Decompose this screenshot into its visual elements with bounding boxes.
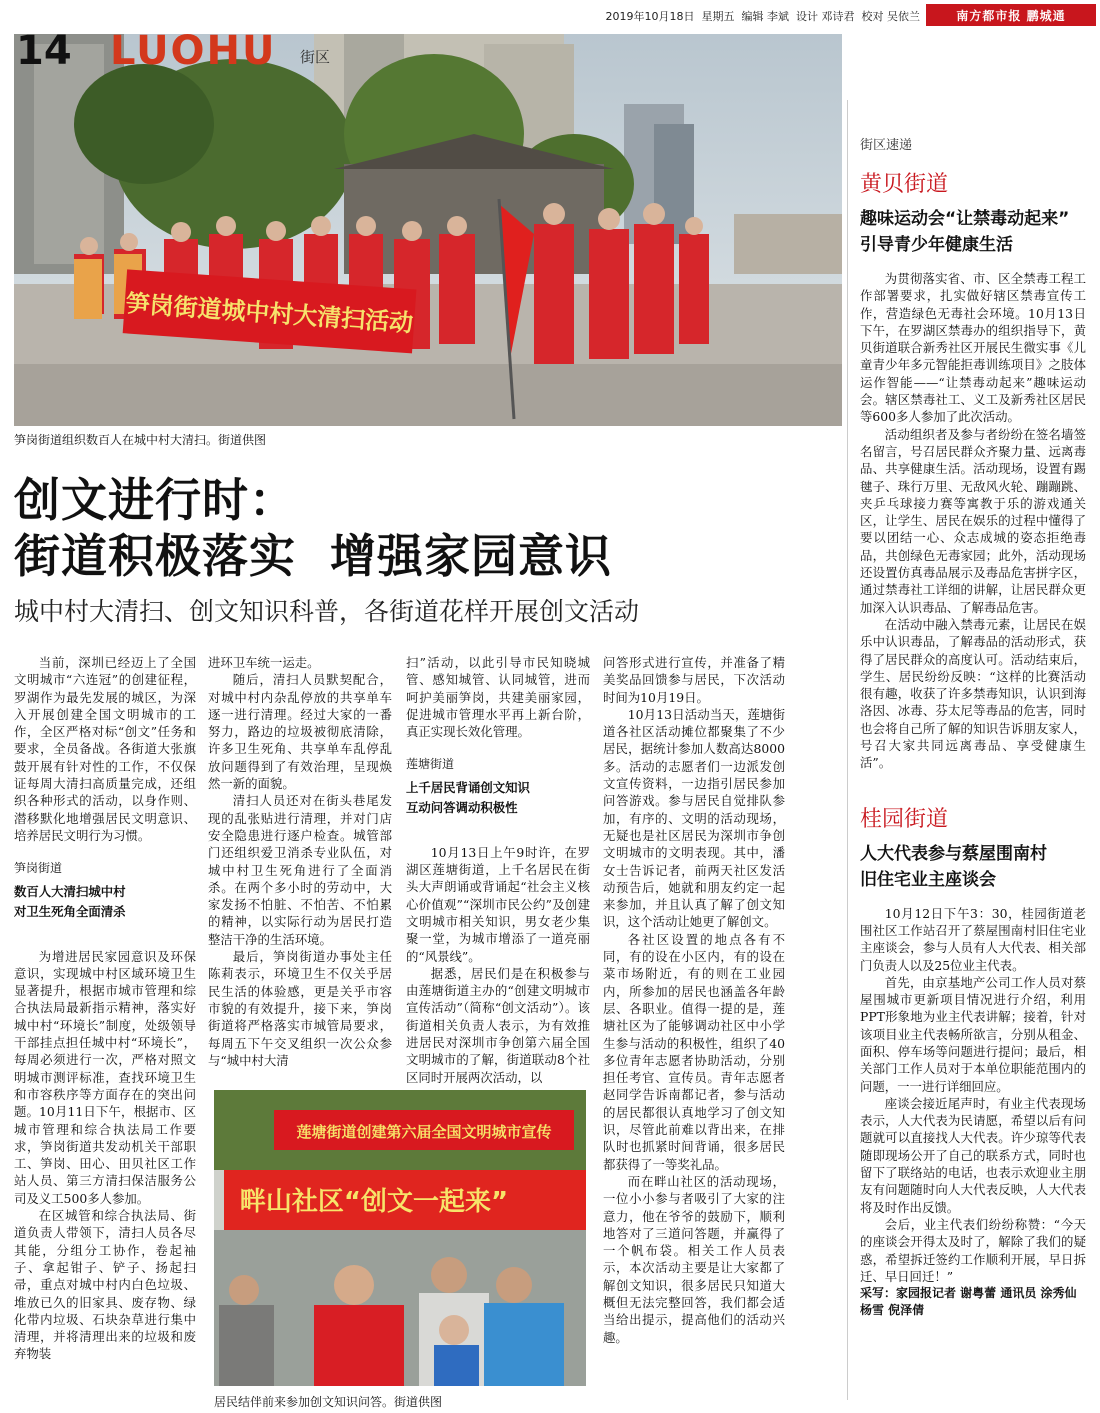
quiz-photo-illustration	[214, 1090, 586, 1386]
headline-line2: 街道积极落实 增强家园意识	[14, 529, 613, 583]
newspaper-logo: 南方都市报 鹏城通	[926, 4, 1096, 26]
photo1-caption: 笋岗街道组织数百人在城中村大清扫。街道供图	[14, 433, 267, 447]
photo2-caption: 居民结伴前来参加创文知识问答。街道供图	[214, 1395, 443, 1409]
story1-body	[860, 270, 1086, 772]
story1-title: 趣味运动会“让禁毒动起来” 引导青少年健康生活	[860, 209, 1070, 255]
paragraph: 会后，业主代表们纷纷称赞：“今天的座谈会开得太及时了，解除了我们的疑惑，希望拆迁签约工作顺利开展，早日拆迁、早日回迁！”	[860, 1216, 1086, 1284]
header-designer: 设计 邓诗君	[796, 10, 855, 23]
cleanup-photo	[14, 34, 842, 426]
paragraph: 问答形式进行宣传，并准备了精美奖品回馈参与居民，下次活动时间为10月19日。	[603, 655, 785, 705]
header-meta	[606, 8, 921, 24]
article-column-1	[14, 654, 196, 1363]
paragraph: 扫”活动，以此引导市民知晓城管、感知城管、认同城管，进而呵护美丽笋岗，共建美丽家园，促进城市管理水平再上新台阶，真正实现长效化管理。	[406, 655, 590, 740]
paragraph: 清扫人员还对在街头巷尾发现的乱张贴进行清理，并对门店安全隐患进行逐户检查。城管部门还组织爱卫消杀专业队伍，对城中村卫生死角进行了全面消杀。在两个多小时的劳动中，大家发扬不怕脏、不怕苦、不怕累的精神，以实际行动为居民打造整洁干净的生活环境。	[208, 793, 392, 947]
article-column-2	[208, 654, 392, 1069]
cleanup-photo-illustration	[14, 34, 842, 426]
paragraph: 各社区设置的地点各有不同，有的设在小区内，有的设在菜市场附近，有的则在工业园内，所参加的居民也涵盖各年龄层、各职业。值得一提的是，莲塘社区为了能够调动社区中小学生参与活动的积极性，组织了40多位青年志愿者协助活动，分别担任考官、宣传员。青年志愿者赵同学告诉南都记者，参与活动的居民都很认真地学习了创文知识，尽管此前难以背出来，在排队时也抓紧时间背诵，很多居民都获得了一等奖礼品。	[603, 931, 785, 1172]
header-date: 2019年10月18日	[605, 10, 695, 23]
paragraph: 10月12日下午3：30，桂园街道老围社区工作站召开了蔡屋围南村旧住宅业主座谈会，参与人员有人大代表、相关部门负责人以及25位业主代表。	[860, 905, 1086, 973]
paragraph: 在区城管和综合执法局、街道负责人带领下，清扫人员各尽其能，分组分工协作，卷起袖子、拿起钳子、铲子、扬起扫帚，重点对城中村内白色垃圾、堆放已久的旧家具、废存物、绿化带内垃圾、石块杂草进行集中清理，并将清理出来的垃圾和废弃物装	[14, 1208, 196, 1362]
photo2-banner1-text: 莲塘街道创建第六届全国文明城市宣传	[296, 1123, 552, 1141]
paragraph: 在活动中融入禁毒元素，让居民在娱乐中认识毒品，了解毒品的活动形式，获得了居民群众的高度认可。活动结束后，学生、居民纷纷反映：“这样的比赛活动很有趣，收获了许多禁毒知识，认识到海洛因、冰毒、芬太尼等毒品的危害，同时也会将自己所了解的知识告诉朋友家人，号召大家共同远离毒品、享受健康生活”。	[860, 616, 1086, 771]
paragraph: 为贯彻落实省、市、区全禁毒工程工作部署要求，扎实做好辖区禁毒宣传工作，营造绿色无毒社会环境。10月13日下午，在罗湖区禁毒办的组织指导下，黄贝街道联合新秀社区开展民生微实事《儿童青少年多元智能拒毒训练项目》之肢体运作智能——“让禁毒动起来”趣味运动会。辖区禁毒社工、义工及新秀社区居民等600多人参加了此次活动。	[860, 271, 1086, 425]
page-header	[0, 0, 1100, 28]
paragraph: 当前，深圳已经迈上了全国文明城市“六连冠”的创建征程，罗湖作为最先发展的城区，为深入开展创建全国文明城市的工作，全区严格对标“创文”任务和要求，全员备战。各街道大张旗鼓开展有针对性的工作，不仅保证每周大清扫高质量完成，还组织各种形式的活动，以身作则、潜移默化地增强居民文明意识、培养居民文明行为习惯。	[14, 655, 196, 843]
quiz-photo	[214, 1090, 586, 1386]
headline-line1: 创文进行时：	[14, 473, 296, 527]
right-column	[860, 134, 1086, 1319]
district-kicker: 笋岗街道	[14, 861, 63, 876]
header-weekday: 星期五	[701, 10, 735, 23]
photo1-banner-text: 笋岗街道城中村大清扫活动	[124, 289, 415, 338]
header-editor: 编辑 李斌	[741, 10, 789, 23]
byline: 采写：家园报记者 谢粤蕾 通讯员 涂秀仙 杨雪 倪泽倩	[860, 1286, 1077, 1318]
headline	[14, 472, 612, 584]
header-proof: 校对 吴依兰	[861, 10, 920, 23]
district-title: 数百人大清扫城中村 对卫生死角全面清杀	[14, 883, 126, 919]
story1-department: 黄贝街道	[860, 172, 949, 197]
article-column-4	[603, 654, 785, 1346]
paragraph: 座谈会接近尾声时，有业主代表现场表示，人大代表为民请愿，希望以后有问题就可以直接找人大代表。许少琼等代表随即现场公开了自己的联系方式，同时也留下了联络站的电话，也表示欢迎业主朋友有问题随时向人大代表反映，人大代表将及时作出反馈。	[860, 1095, 1086, 1215]
subheadline: 城中村大清扫、创文知识科普，各街道花样开展创文活动	[14, 597, 640, 626]
paragraph: 活动组织者及参与者纷纷在签名墙签名留言，号召居民群众齐聚力量、远离毒品、共享健康生活。活动现场，设置有踢毽子、珠行万里、无敌风火轮、蹦蹦跳、夹乒乓球接力赛等寓教于乐的游戏通关区，让学生、居民在娱乐的过程中懂得了要以团结一心、众志成城的姿态拒绝毒品，共创绿色无毒家园；此外，活动现场还设置仿真毒品展示及毒品危害拼字区，通过禁毒社工详细的讲解，让居民群众更加深入认识毒品、了解毒品危害。	[860, 426, 1086, 615]
story2-department: 桂园街道	[860, 806, 949, 832]
story2-body	[860, 905, 1086, 1286]
section-name: LUOHU	[110, 28, 277, 74]
photo2-banner2-text: 畔山社区“创文一起来”	[239, 1187, 509, 1217]
column-divider	[847, 100, 848, 1400]
district-kicker: 莲塘街道	[406, 757, 455, 772]
paragraph: 进环卫车统一运走。	[208, 655, 320, 670]
page-number: 14	[16, 28, 72, 74]
paragraph: 随后，清扫人员默契配合，对城中村内杂乱停放的共享单车逐一进行清理。经过大家的一番努力，路边的垃圾被彻底清除，许多卫生死角、共享单车乱停乱放问题得到了有效治理，呈现焕然一新的面貌。	[208, 672, 392, 792]
paragraph: 而在畔山社区的活动现场，一位小小参与者吸引了大家的注意力，他在爷爷的鼓励下，顺利地答对了三道问答题，并赢得了一个帆布袋。相关工作人员表示，本次活动主要是让大家都了解创文知识，很多居民只知道大概但无法完整回答，我们都会适当给出提示，提高他们的活动兴趣。	[603, 1173, 785, 1345]
paragraph: 为增进居民家园意识及环保意识，实现城中村区域环境卫生显著提升，根据市城市管理和综合执法局最新指示精神，落实好城中村“环境长”制度，处级领导干部挂点担任城中村“环境长”，每周必须进行一次，严格对照文明城市测评标准，查找环境卫生和市容秩序等方面存在的突出问题。10月11日下午，根据市、区城市管理和综合执法局工作要求，笋岗街道共发动机关干部职工、笋岗、田心、田贝社区工作站人员、第三方清扫保洁服务公司及义工500多人参加。	[14, 948, 196, 1206]
brief-kicker: 街区速递	[860, 138, 913, 153]
story2-title: 人大代表参与蔡屋围南村 旧住宅业主座谈会	[860, 843, 1047, 890]
paragraph: 据悉，居民们是在积极参与由莲塘街道主办的“创建文明城市宣传活动”（简称“创文活动”）。该街道相关负责人表示，为有效推进居民对深圳市争创第六届全国文明城市的了解，街道联动8个社区同时开展两次活动，以	[406, 965, 590, 1085]
paragraph: 10月13日上午9时许，在罗湖区莲塘街道，上千名居民在街头大声朗诵或背诵起“社会主义核心价值观”“深圳市民公约”及创建文明城市相关知识，男女老少集聚一堂，为城市增添了一道亮丽的“风景线”。	[406, 844, 590, 964]
paragraph: 首先，由京基地产公司工作人员对蔡屋围城市更新项目情况进行介绍，利用PPT形象地为业主代表讲解；接着，针对该项目业主代表畅所欲言，分别从租金、面积、停车场等问题进行提问；最后，相关部门工作人员对于本单位职能范围内的问题，一一进行详细回应。	[860, 974, 1086, 1094]
section-subname: 街区	[300, 48, 331, 66]
paragraph: 最后，笋岗街道办事处主任陈莉表示，环境卫生不仅关乎居民生活的体验感，更是关乎市容市貌的有效提升，接下来，笋岗街道将严格落实市城管局要求，每周五下午交叉组织一次公众参与“城中村大清	[208, 949, 392, 1068]
article-column-3	[406, 654, 590, 1086]
paragraph: 10月13日活动当天，莲塘街道各社区活动摊位都聚集了不少居民，据统计参加人数高达8000多。活动的志愿者们一边派发创文宣传资料，一边指引居民参加问答游戏。参与居民自觉排队参加，有序的、文明的活动现场，无疑也是社区居民为深圳市争创文明城市的文明表现。其中，潘女士告诉记者，前两天社区发活动预告后，她就和朋友约定一起来参加，并且认真了解了创文知识，这个活动让她更了解创文。	[603, 706, 785, 930]
district-title: 上千居民背诵创文知识 互动问答调动积极性	[406, 779, 530, 815]
